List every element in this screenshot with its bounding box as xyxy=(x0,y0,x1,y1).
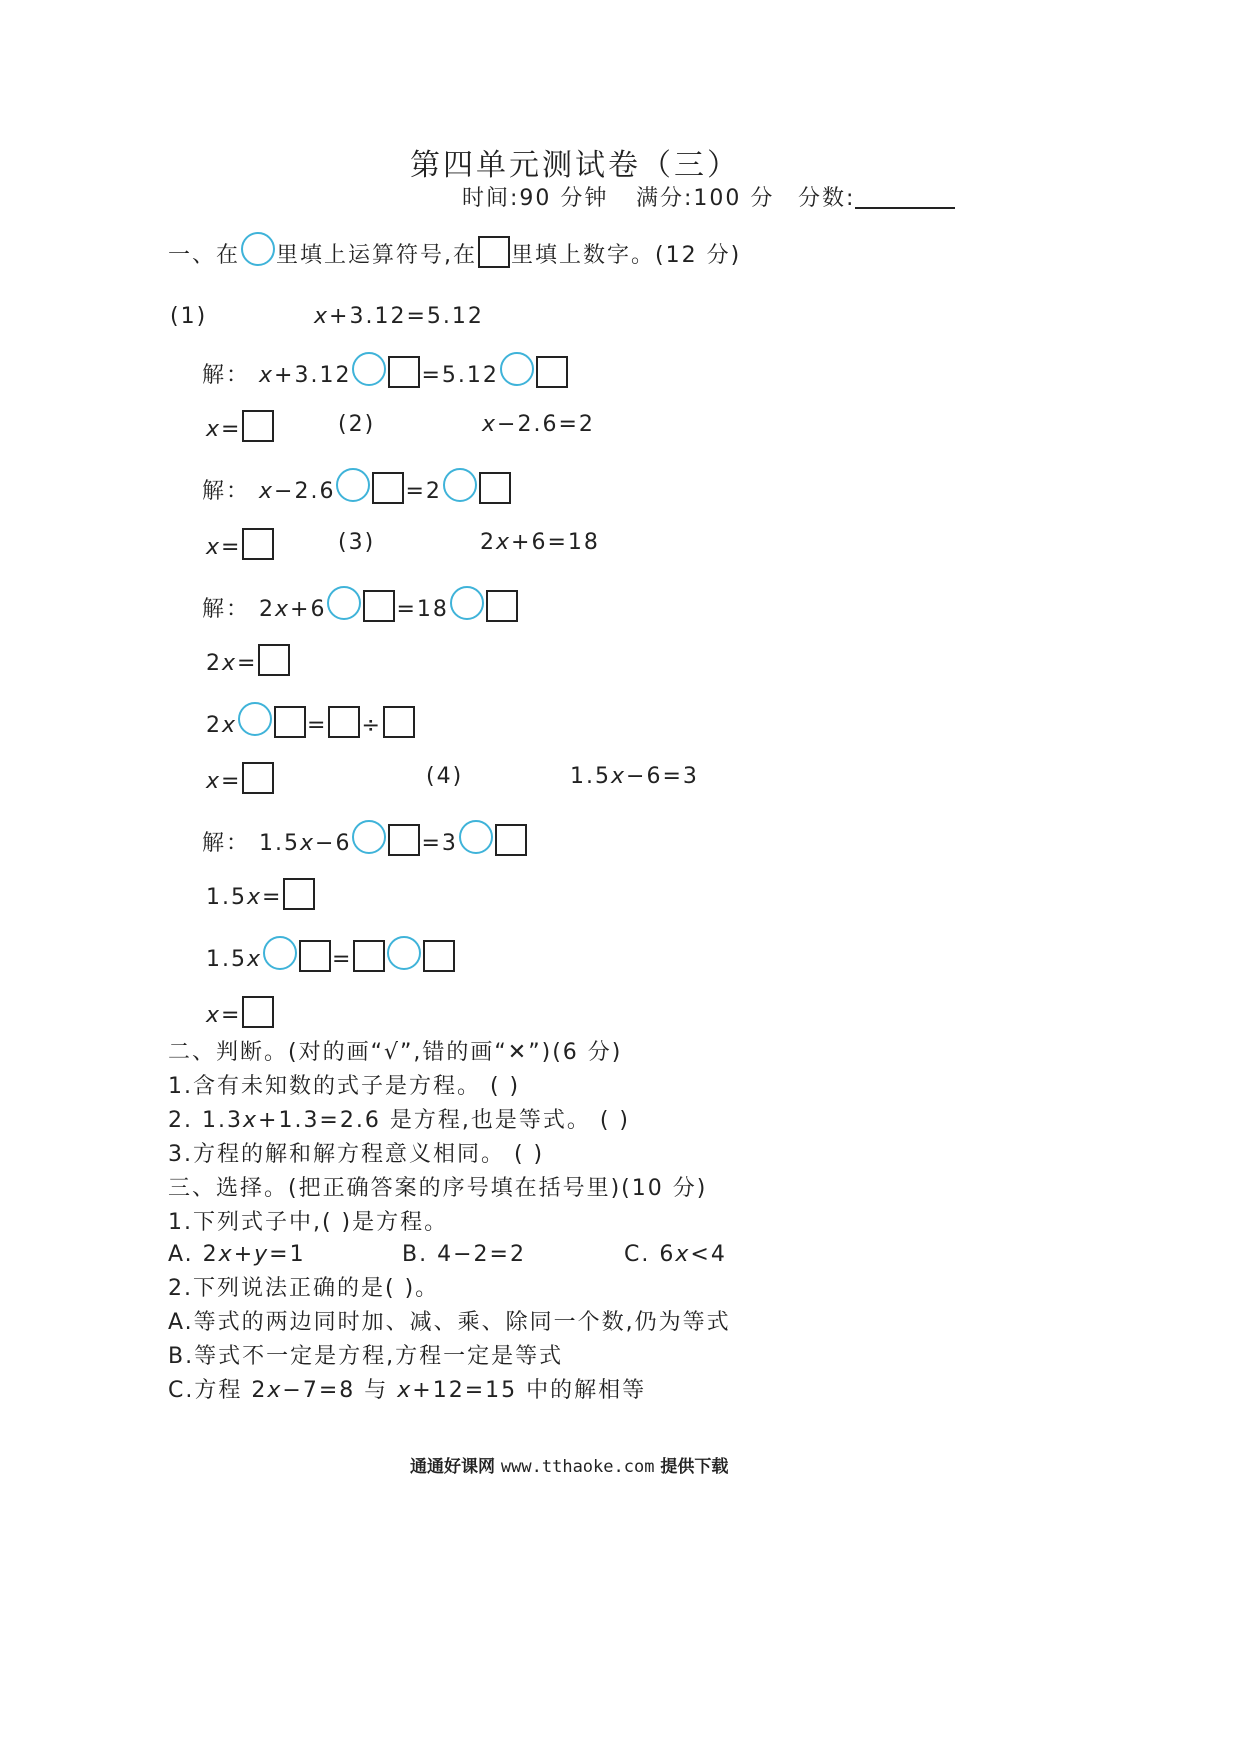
var-x: x xyxy=(222,713,238,738)
choice-q1-option-a xyxy=(168,1240,306,1270)
var-x: x xyxy=(482,412,498,437)
number-box[interactable] xyxy=(486,590,518,622)
var-x: x xyxy=(206,769,222,794)
coef: 2 xyxy=(259,597,276,622)
var-x: x xyxy=(247,947,263,972)
choice-q1-option-c xyxy=(624,1240,727,1270)
choice-question-1: 1.下列式子中,( )是方程。 xyxy=(168,1210,449,1235)
operator-circle[interactable] xyxy=(352,820,386,854)
number-box[interactable] xyxy=(536,356,568,388)
q2-text-a: 2. 1.3 xyxy=(168,1108,243,1133)
problem3-equation xyxy=(480,528,600,558)
box-symbol xyxy=(478,236,510,268)
coef: 2 xyxy=(206,713,222,738)
problem3-solution xyxy=(202,586,519,625)
page-title: 第四单元测试卷（三） xyxy=(410,148,740,183)
var-x: x xyxy=(259,363,275,388)
footer-site: 通通好课网 xyxy=(410,1457,495,1477)
solution-label: 解： xyxy=(202,831,251,856)
operator-circle[interactable] xyxy=(238,702,272,736)
coef: 1.5 xyxy=(259,831,301,856)
sol-left: −2.6 xyxy=(274,479,336,504)
operator-circle[interactable] xyxy=(327,586,361,620)
choice-question-2: 2.下列说法正确的是( )。 xyxy=(168,1276,440,1301)
exam-time: 时间:90 分钟 xyxy=(462,186,609,211)
sol-left: +3.12 xyxy=(274,363,352,388)
section2-heading: 二、判断。(对的画“√”,错的画“✕”)(6 分) xyxy=(168,1040,623,1065)
number-box[interactable] xyxy=(423,940,455,972)
problem4-step1 xyxy=(206,878,316,913)
problem3-step2 xyxy=(206,702,416,741)
section1-heading xyxy=(168,232,741,271)
eq-sign: = xyxy=(221,417,242,442)
opt-text: + xyxy=(233,1242,255,1267)
eq-sign: = xyxy=(221,1003,242,1028)
var-x: x xyxy=(267,1378,283,1403)
var-x: x xyxy=(206,1003,222,1028)
number-box[interactable] xyxy=(363,590,395,622)
solution-label: 解： xyxy=(202,363,251,388)
var-x: x xyxy=(206,535,222,560)
divide-sign: ÷ xyxy=(361,713,382,738)
eq-text: +6=18 xyxy=(511,530,600,555)
eq-text: +3.12=5.12 xyxy=(329,304,484,329)
exam-score-field xyxy=(798,184,955,214)
choice-q2-option-c xyxy=(168,1376,646,1406)
var-x: x xyxy=(675,1242,691,1267)
operator-circle[interactable] xyxy=(387,936,421,970)
score-label: 分数: xyxy=(798,186,856,211)
problem4-equation xyxy=(570,762,699,792)
number-box[interactable] xyxy=(479,472,511,504)
var-x: x xyxy=(611,764,627,789)
eq-sign: = xyxy=(221,769,242,794)
sol-mid: =18 xyxy=(396,597,449,622)
choice-q2-option-b: B.等式不一定是方程,方程一定是等式 xyxy=(168,1344,564,1369)
sol-mid: =2 xyxy=(405,479,442,504)
problem4-number: (4) xyxy=(426,764,464,789)
section1-head-b: 里填上运算符号,在 xyxy=(276,243,478,268)
var-x: x xyxy=(222,651,238,676)
judge-question-3: 3.方程的解和解方程意义相同。 ( ) xyxy=(168,1142,545,1167)
opt-text: C.方程 2 xyxy=(168,1378,268,1403)
section1-head-a: 一、在 xyxy=(168,243,241,268)
eq-sign: = xyxy=(332,947,353,972)
var-x: x xyxy=(300,831,316,856)
number-box[interactable] xyxy=(258,644,290,676)
operator-circle[interactable] xyxy=(500,352,534,386)
problem1-number: (1) xyxy=(170,304,208,329)
var-x: x xyxy=(218,1242,234,1267)
problem2-number: (2) xyxy=(338,412,376,437)
var-x: x xyxy=(496,530,512,555)
choice-q1-option-b: B. 4−2=2 xyxy=(402,1242,526,1267)
operator-circle[interactable] xyxy=(336,468,370,502)
number-box[interactable] xyxy=(372,472,404,504)
number-box[interactable] xyxy=(242,410,274,442)
problem2-solution xyxy=(202,468,512,507)
section3-heading: 三、选择。(把正确答案的序号填在括号里)(10 分) xyxy=(168,1176,708,1201)
opt-text: =1 xyxy=(269,1242,306,1267)
sol-mid: =3 xyxy=(421,831,458,856)
eq-sign: = xyxy=(262,885,283,910)
sol-mid: =5.12 xyxy=(421,363,499,388)
eq-sign: = xyxy=(221,535,242,560)
solution-label: 解： xyxy=(202,479,251,504)
problem3-number: (3) xyxy=(338,530,376,555)
problem4-answer xyxy=(206,996,275,1031)
var-x: x xyxy=(397,1378,413,1403)
problem3-step1 xyxy=(206,644,291,679)
problem1-equation xyxy=(314,302,484,332)
number-box[interactable] xyxy=(242,996,274,1028)
footer xyxy=(410,1452,728,1477)
opt-text: <4 xyxy=(690,1242,727,1267)
coef: 2 xyxy=(480,530,496,555)
var-x: x xyxy=(314,304,330,329)
choice-q2-option-a: A.等式的两边同时加、减、乘、除同一个数,仍为等式 xyxy=(168,1310,731,1335)
number-box[interactable] xyxy=(495,824,527,856)
eq-sign: = xyxy=(237,651,258,676)
problem2-answer xyxy=(206,528,275,563)
number-box[interactable] xyxy=(388,824,420,856)
operator-circle[interactable] xyxy=(263,936,297,970)
judge-question-2 xyxy=(168,1106,630,1136)
problem4-solution xyxy=(202,820,528,859)
operator-circle[interactable] xyxy=(450,586,484,620)
problem3-answer xyxy=(206,762,275,797)
operator-circle[interactable] xyxy=(352,352,386,386)
number-box[interactable] xyxy=(274,706,306,738)
problem2-equation xyxy=(482,410,595,440)
operator-circle[interactable] xyxy=(459,820,493,854)
opt-text: C. 6 xyxy=(624,1242,676,1267)
problem1-answer xyxy=(206,410,275,445)
number-box[interactable] xyxy=(328,706,360,738)
opt-text: −7=8 与 xyxy=(282,1378,398,1403)
coef: 1.5 xyxy=(206,885,247,910)
opt-text: A. 2 xyxy=(168,1242,219,1267)
q2-text-b: +1.3=2.6 是方程,也是等式。 ( ) xyxy=(258,1108,630,1133)
problem4-step2 xyxy=(206,936,456,975)
footer-url[interactable]: www.tthaoke.com xyxy=(500,1457,655,1477)
coef: 1.5 xyxy=(206,947,247,972)
eq-text: −2.6=2 xyxy=(497,412,595,437)
var-y: y xyxy=(254,1242,270,1267)
number-box[interactable] xyxy=(353,940,385,972)
exam-full-score: 满分:100 分 xyxy=(636,186,775,211)
footer-tail: 提供下载 xyxy=(660,1457,729,1477)
section1-head-c: 里填上数字。(12 分) xyxy=(511,243,742,268)
var-x: x xyxy=(275,597,291,622)
score-blank xyxy=(855,185,955,209)
coef: 2 xyxy=(206,651,222,676)
var-x: x xyxy=(259,479,275,504)
number-box[interactable] xyxy=(299,940,331,972)
var-x: x xyxy=(242,1108,259,1133)
solution-label: 解： xyxy=(202,597,251,622)
var-x: x xyxy=(247,885,263,910)
circle-symbol xyxy=(241,232,275,266)
problem1-solution xyxy=(202,352,569,391)
number-box[interactable] xyxy=(388,356,420,388)
number-box[interactable] xyxy=(283,878,315,910)
sol-left: +6 xyxy=(290,597,327,622)
judge-question-1: 1.含有未知数的式子是方程。 ( ) xyxy=(168,1074,521,1099)
eq-text: −6=3 xyxy=(626,764,699,789)
coef: 1.5 xyxy=(570,764,611,789)
number-box[interactable] xyxy=(242,528,274,560)
operator-circle[interactable] xyxy=(443,468,477,502)
var-x: x xyxy=(206,417,222,442)
number-box[interactable] xyxy=(242,762,274,794)
opt-text: +12=15 中的解相等 xyxy=(412,1378,647,1403)
sol-left: −6 xyxy=(315,831,352,856)
eq-sign: = xyxy=(307,713,328,738)
number-box[interactable] xyxy=(383,706,415,738)
